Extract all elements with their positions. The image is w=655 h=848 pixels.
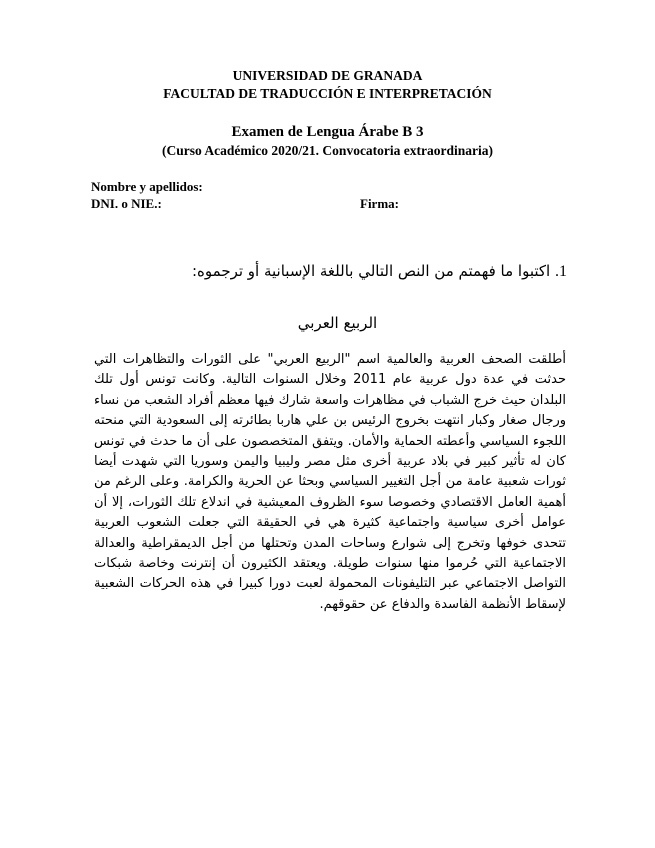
signature-label: Firma: [360, 196, 399, 211]
university-name: UNIVERSIDAD DE GRANADA [232, 68, 423, 83]
article-title: الربيع العربي [297, 314, 378, 332]
exam-title: Examen de Lengua Árabe B 3 [231, 124, 424, 140]
question-instruction [192, 262, 567, 281]
name-label: Nombre y apellidos: [91, 179, 203, 194]
course-info: (Curso Académico 2020/21. Convocatoria extraordinaria) [161, 143, 494, 158]
dni-label: DNI. o NIE.: [91, 196, 162, 211]
question-text: اكتبوا ما فهمتم من النص التالي باللغة الإسبانية أو ترجموه: [191, 262, 551, 280]
faculty-name: FACULTAD DE TRADUCCIÓN E INTERPRETACIÓN [163, 86, 492, 101]
article-body: أطلقت الصحف العربية والعالمية اسم "الربيع العربي" على الثورات والتظاهرات التي حدثت في عدة دول عربية عام 2011 وخلال السنوات التالية. وكانت تونس أول تلك البلدان حيث خرج الشباب في مظاهرات واسعة شارك فيها معظم أفراد الشعب من نساء ورجال صغار وكبار انتهت بخروج الرئيس بن علي هاربا بطائرته إلى السعودية التي منحته اللجوء السياسي وأعطته الحماية والأمان. ويتفق المتخصصون على أن ما حدث في تونس كان له تأثير كبير في بلاد عربية أخرى مثل مصر وليبيا واليمن وسوريا التي شهدت أيضا ثورات شعبية عامة من أجل التغيير السياسي وبحثا عن الحرية والكرامة. وعلى الرغم من أهمية العامل الاقتصادي وخصوصا سوء الظروف المعيشية في اندلاع تلك الثورات، إلا أن عوامل أخرى سياسية واجتماعية كثيرة هي في الحقيقة التي جعلت الشعوب العربية تتحدى خوفها وتخرج إلى شوارع وساحات المدن وتحتلها من أجل الديمقراطية والعدالة الاجتماعية التي حُرموا منها سنوات طويلة. ويعتقد الكثيرون أن إنترنت وخاصة شبكات التواصل الاجتماعي عبر التليفونات المحمولة لعبت دورا كبيرا في هذه الحركات الشعبية لإسقاط الأنظمة الفاسدة والدفاع عن حقوقهم. [94, 352, 567, 612]
question-number: 1. [555, 263, 567, 280]
